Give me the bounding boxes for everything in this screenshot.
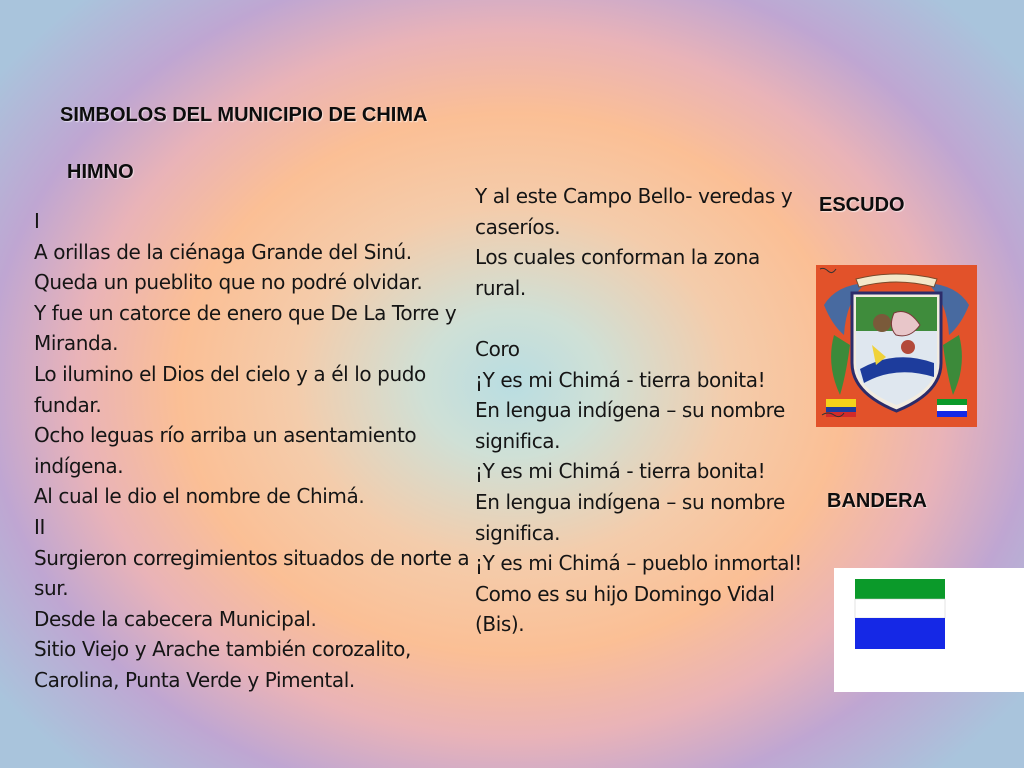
himno-left-column bbox=[34, 206, 474, 696]
himno-line: Desde la cabecera Municipal. bbox=[34, 606, 317, 631]
escudo-label: ESCUDO bbox=[819, 194, 905, 216]
flag-green-stripe bbox=[855, 579, 945, 599]
himno-line: Queda un pueblito que no podré olvidar. bbox=[34, 270, 423, 295]
himno-line: Coro bbox=[475, 336, 520, 361]
himno-line: Como es su hijo Domingo Vidal (Bis). bbox=[475, 581, 775, 637]
himno-line: ¡Y es mi Chimá - tierra bonita! bbox=[475, 459, 766, 484]
himno-line: Surgieron corregimientos situados de norte a sur. bbox=[34, 545, 470, 601]
bandera-label: BANDERA bbox=[827, 490, 927, 512]
himno-line: ¡Y es mi Chimá - tierra bonita! bbox=[475, 367, 766, 392]
himno-line: A orillas de la ciénaga Grande del Sinú. bbox=[34, 239, 412, 264]
escudo-image bbox=[816, 265, 977, 427]
himno-line: ¡Y es mi Chimá – pueblo inmortal! bbox=[475, 551, 802, 576]
himno-line: I bbox=[34, 209, 40, 233]
himno-label: HIMNO bbox=[67, 161, 134, 183]
himno-line: Ocho leguas río arriba un asentamiento indígena. bbox=[34, 423, 417, 478]
himno-line: En lengua indígena – su nombre significa. bbox=[475, 398, 785, 453]
himno-line: Y al este Campo Bello- veredas y caseríos. bbox=[475, 184, 793, 239]
himno-line: II bbox=[34, 514, 45, 539]
himno-line: En lengua indígena – su nombre significa. bbox=[475, 489, 785, 545]
himno-line: Lo ilumino el Dios del cielo y a él lo pudo fundar. bbox=[34, 361, 426, 417]
himno-line: Y fue un catorce de enero que De La Torre y Miranda. bbox=[34, 300, 457, 356]
himno-line: Los cuales conforman la zona rural. bbox=[475, 245, 760, 300]
himno-right-column bbox=[475, 181, 805, 640]
flag-white-stripe bbox=[855, 599, 945, 618]
bandera-image bbox=[834, 568, 1024, 692]
blank-line bbox=[475, 303, 805, 334]
himno-line: Sitio Viejo y Arache también corozalito, Carolina, Punta Verde y Pimental. bbox=[34, 637, 411, 692]
flag-blue-stripe bbox=[855, 618, 945, 649]
himno-line: Al cual le dio el nombre de Chimá. bbox=[34, 484, 365, 509]
slide-title: SIMBOLOS DEL MUNICIPIO DE CHIMA bbox=[60, 104, 428, 126]
